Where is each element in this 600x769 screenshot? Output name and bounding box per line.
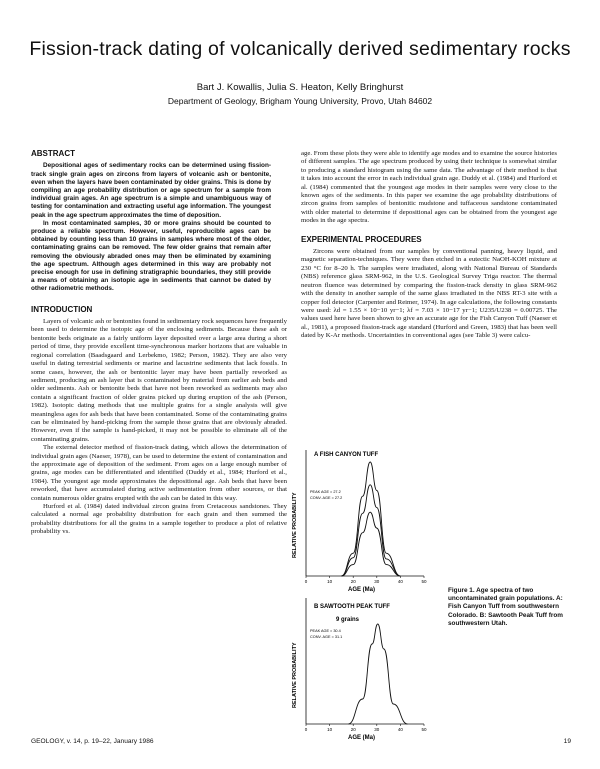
panel-a-x-tick-label: 20 [350,579,356,584]
abstract-heading: ABSTRACT [31,149,75,158]
panel-a-curve-3 [341,512,400,576]
experimental-heading: EXPERIMENTAL PROCEDURES [301,234,422,244]
intro-paragraph: The external detector method of fission-track dating, which allows the determination of individual grain ages (Naeser, 1978), can be used to determine the extent of contamination and the approximate age of deposition of the sediment. From ages on a large enough number of grains, age modes can be differentiated and identified (Duddy et al., 1984; Hurford et al., 1984). The youngest age mode approximates the depositional age. Ash beds that have been reworked, that have accumulated during active sedimentation from other sources, or that contain numerous older grains erupted with the ash can be dated in this way. [31,444,287,502]
panel-a-curve-1 [341,462,400,576]
panel-b-x-tick-label: 40 [397,727,403,732]
panel-a-peak-age: PEAK AGE = 27.2 [310,490,341,494]
introduction-heading: INTRODUCTION [31,304,93,314]
panel-b-x-tick-label: 50 [421,727,427,732]
panel-b [292,598,427,741]
panel-b-ylabel: RELATIVE PROBABILITY [292,642,298,708]
figure-1 [284,440,444,745]
panel-b-curve-1 [348,624,407,724]
affiliation: Department of Geology, Brigham Young University, Provo, Utah 84602 [167,96,433,106]
panel-b-x-tick-label: 30 [374,727,380,732]
panel-a-curve-2 [341,485,400,576]
panel-a-title: A FISH CANYON TUFF [314,452,379,458]
abstract-paragraph: In most contaminated samples, 30 or more grains should be counted to produce a reliable spectrum. However, useful, reproducible ages can be obtained by counting less than 10 grains in samples where most of the older, contaminating grains can be removed. The few older grains that remain after removing the obviously abraded ones may then be eliminated by examining the age spectrum. Although ages determined in this way are probably not precise enough for use in defining stratigraphic boundaries, they still provide a means of obtaining an isotopic age in sediments that cannot be dated by other radiometric methods. [31,219,271,293]
journal-citation: GEOLOGY, v. 14, p. 19–22, January 1986 [31,738,154,745]
panel-b-x-tick-label: 10 [327,727,333,732]
panel-a-x-tick-label: 0 [304,579,308,584]
panel-b-grains: 9 grains [336,617,360,623]
panel-b-title: B SAWTOOTH PEAK TUFF [314,604,390,610]
panel-b-peak-age: PEAK AGE = 30.4 [310,629,341,633]
intro-paragraph: Layers of volcanic ash or bentonites found in sedimentary rock sequences have frequently been used to determine the isotopic age of the enclosing sediments. Because these ash or bentonite beds originate as a fairly uniform layer deposited over a large area during a short period of time, they provide excellent time-synchronous marker horizons that are valuable in regional correlation (Baadsgaard and Lerbekmo, 1982; Person, 1982). They are also very useful in dating terrestrial sediments or marine and lacustrine sediments that lack fossils. In some cases, however, the ash or bentonitic layer may have been partially reworked as sediment, producing an ash layer that is contaminated by material from earlier ash beds and older sediments. Ash or bentonite beds that have not been reworked as sediments may also contain a significant fraction of older grains picked up during eruption of the ash (Person, 1982). Isotopic dating methods that use multiple grains for a single analysis will give meaningless ages for ash beds that have been contaminated. Some of the contaminating grains can be eliminated by hand-picking from the sample those grains that are obviously abraded. However, even if the sample is hand-picked, it may not be possible to eliminate all of the contaminating grains. [31,318,287,443]
panel-a-x-tick-label: 40 [397,579,403,584]
panel-b-xlabel: AGE (Ma) [348,735,375,741]
page-number: 19 [563,738,571,745]
panel-a-x-tick-label: 50 [421,579,427,584]
authors: Bart J. Kowallis, Julia S. Heaton, Kelly Bringhurst [196,82,404,93]
figure-caption: Figure 1. Age spectra of two uncontaminated grain populations. A: Fish Canyon Tuff from southwestern Colorado. B: Sawtooth Peak Tuff from southwestern Utah. [448,587,563,627]
panel-b-x-tick-label: 20 [350,727,356,732]
left-column [31,150,287,537]
panel-a-xlabel: AGE (Ma) [348,587,375,593]
experimental-paragraph: Zircons were obtained from our samples by conventional panning, heavy liquid, and magnetic separation-techniques. They were then etched in a eutectic NaOH-KOH mixture at 230 °C for 8–20 h. The samples were irradiated, along with National Bureau of Standards (NBS) reference glass SRM-962, in the U.S. Geological Survey Triga reactor. The thermal neutron fluence was determined by comparing the fission-track density in glass SRM-962 with the density in another sample of the same glass irradiated in the NBS RT-3 site with a copper foil detector (Carpenter and Reimer, 1974). In age calculations, the following constants were used: λd = 1.55 × 10−10 yr−1; λf = 7.03 × 10−17 yr−1; U235/U238 = 0.00725. The values used here have been shown to give an accurate age for the Fish Canyon Tuff (Naeser et al., 1981), a proposed fission-track age standard (Hurford and Green, 1983) that has been well dated by K-Ar methods. Uncertainties in conventional ages (see Table 3) were calcu- [301,248,557,340]
right-column [301,150,557,341]
paper-title: Fission-track dating of volcanically derived sedimentary rocks [29,38,571,60]
panel-b-conv-age: CONV. AGE = 31.1 [310,635,343,639]
panel-a-x-tick-label: 10 [327,579,333,584]
abstract-paragraph: Depositional ages of sedimentary rocks can be determined using fission-track single grain ages on zircons from layers of volcanic ash or bentonite, even when the layers have been contaminated by older grains. This is done by compiling an age probability distribution or age spectrum for a sample from individual grain ages. An age spectrum is a simple and unambiguous way of testing for contamination and extracting useful age information. The youngest peak in the age spectrum approximates the time of deposition. [31,162,271,219]
panel-a-conv-age: CONV. AGE = 27.2 [310,496,343,500]
page-footer [31,738,571,745]
continued-paragraph: age. From these plots they were able to identify age modes and to examine the source histories of different samples. The age spectrum produced by using their technique is somewhat similar to producing a standard histogram using the same data. The advantage of their method is that it takes into account the error in each individual grain age. Duddy et al. (1984) and Hurford et al. (1984) commented that the youngest age modes in their samples were very close to the known ages of the sediments. In this paper we examine the age probability distributions of zircon grains from samples of bentonitic mudstone and tuffaceous sandstone contaminated with older material to determine if depositional ages can be obtained from the youngest age modes in the age spectra. [301,150,557,225]
panel-a-ylabel: RELATIVE PROBABILITY [292,492,298,558]
intro-paragraph: Hurford et al. (1984) dated individual zircon grains from Cretaceous sandstones. They calculated a normal age probability distribution for each grain and then summed the probability distributions for all the grains in a sample together to produce a plot of relative probability vs. [31,503,287,536]
panel-b-x-tick-label: 0 [304,727,308,732]
panel-a [292,450,427,593]
panel-a-x-tick-label: 30 [374,579,380,584]
